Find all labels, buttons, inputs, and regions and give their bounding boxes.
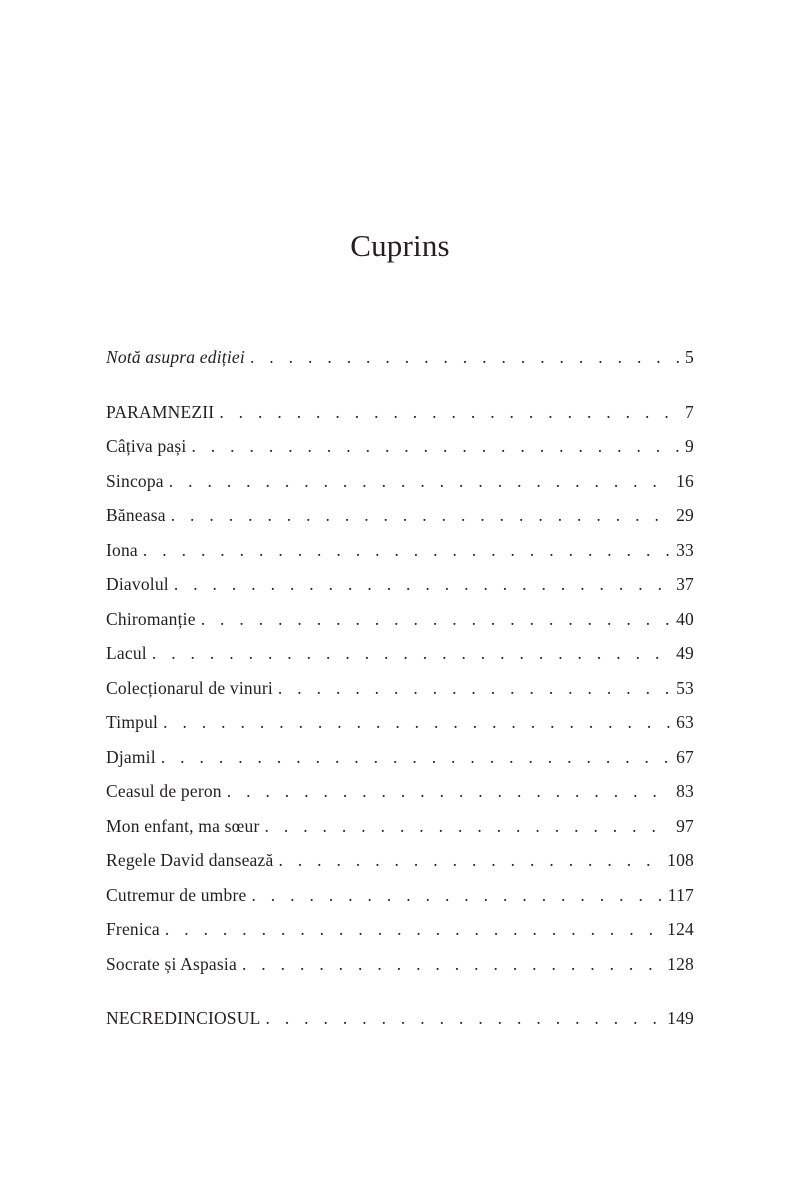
page-title: Cuprins (350, 228, 450, 263)
toc-entry-title: Djamil (106, 746, 156, 767)
dot-leader (143, 533, 671, 568)
toc-entry-title: Chiromanție (106, 608, 196, 629)
toc-entry-page: 9 (685, 436, 694, 456)
toc-entry-paramnezii (106, 395, 694, 430)
dot-leader (250, 340, 680, 375)
toc-entry-title: Notă asupra ediției (106, 347, 245, 367)
toc-entry-page: 5 (685, 347, 694, 367)
dot-leader (174, 567, 671, 602)
dot-leader (242, 947, 662, 982)
toc-entry-djamil (106, 740, 694, 775)
toc-entry-title: Frenica (106, 919, 160, 939)
toc-entry-page: 40 (676, 608, 694, 629)
dot-leader (161, 740, 671, 775)
toc-entry-page: 149 (667, 1008, 694, 1028)
table-of-contents (106, 340, 694, 1036)
toc-entry-title: Lacul (106, 643, 147, 663)
toc-entry-page: 63 (676, 712, 694, 732)
toc-entry-timpul (106, 705, 694, 740)
dot-leader (251, 878, 662, 913)
toc-entry-page: 29 (676, 505, 694, 525)
dot-leader (171, 498, 671, 533)
dot-leader (169, 464, 671, 499)
toc-entry-page: 67 (676, 746, 694, 767)
toc-entry-page: 97 (676, 815, 694, 836)
toc-entry-nota-asupra-editiei (106, 340, 694, 375)
dot-leader (201, 602, 671, 637)
toc-entry-title: Regele David dansează (106, 850, 274, 870)
toc-entry-colectionarul-de-vinuri (106, 671, 694, 706)
toc-entry-chiromantie (106, 602, 694, 637)
toc-entry-iona (106, 533, 694, 568)
toc-entry-page: 117 (667, 884, 694, 905)
toc-entry-title: Băneasa (106, 505, 166, 525)
toc-entry-lacul (106, 636, 694, 671)
dot-leader (227, 774, 671, 809)
toc-entry-title: NECREDINCIOSUL (106, 1008, 261, 1028)
dot-leader (163, 705, 671, 740)
toc-entry-page: 7 (685, 401, 694, 422)
toc-entry-page: 128 (667, 953, 694, 974)
toc-entry-diavolul (106, 567, 694, 602)
toc-entry-title: Iona (106, 539, 138, 560)
toc-entry-socrate-si-aspasia (106, 947, 694, 982)
toc-entry-page: 49 (676, 643, 694, 663)
toc-entry-title: Câțiva pași (106, 436, 187, 456)
dot-leader (265, 1001, 662, 1036)
toc-entry-ceasul-de-peron (106, 774, 694, 809)
toc-entry-baneasa (106, 498, 694, 533)
dot-leader (278, 671, 671, 706)
toc-entry-title: Mon enfant, ma sœur (106, 815, 260, 836)
toc-entry-title: Diavolul (106, 574, 169, 594)
toc-entry-sincopa (106, 464, 694, 499)
dot-leader (265, 809, 672, 844)
dot-leader (152, 636, 671, 671)
toc-entry-regele-david-danseaza (106, 843, 694, 878)
toc-entry-necredinciosul (106, 1001, 694, 1036)
toc-entry-title: Timpul (106, 712, 159, 732)
dot-leader (191, 429, 680, 464)
toc-entry-page: 108 (667, 850, 694, 870)
toc-entry-title: Socrate și Aspasia (106, 953, 237, 974)
toc-entry-title: Cutremur de umbre (106, 884, 247, 905)
dot-leader (219, 395, 680, 430)
toc-entry-page: 16 (676, 470, 694, 491)
toc-entry-page: 83 (676, 781, 694, 801)
dot-leader (278, 843, 662, 878)
toc-entry-cutremur-de-umbre (106, 878, 694, 913)
toc-entry-page: 124 (667, 919, 694, 939)
toc-entry-page: 33 (676, 539, 694, 560)
toc-entry-title: Ceasul de peron (106, 781, 222, 801)
dot-leader (165, 912, 662, 947)
toc-entry-title: Colecționarul de vinuri (106, 677, 273, 698)
toc-entry-frenica (106, 912, 694, 947)
toc-entry-mon-enfant-ma-soeur (106, 809, 694, 844)
toc-entry-title: PARAMNEZII (106, 401, 215, 422)
toc-entry-cativa-pasi (106, 429, 694, 464)
toc-entry-title: Sincopa (106, 470, 164, 491)
toc-entry-page: 53 (676, 677, 694, 698)
toc-entry-page: 37 (676, 574, 694, 594)
